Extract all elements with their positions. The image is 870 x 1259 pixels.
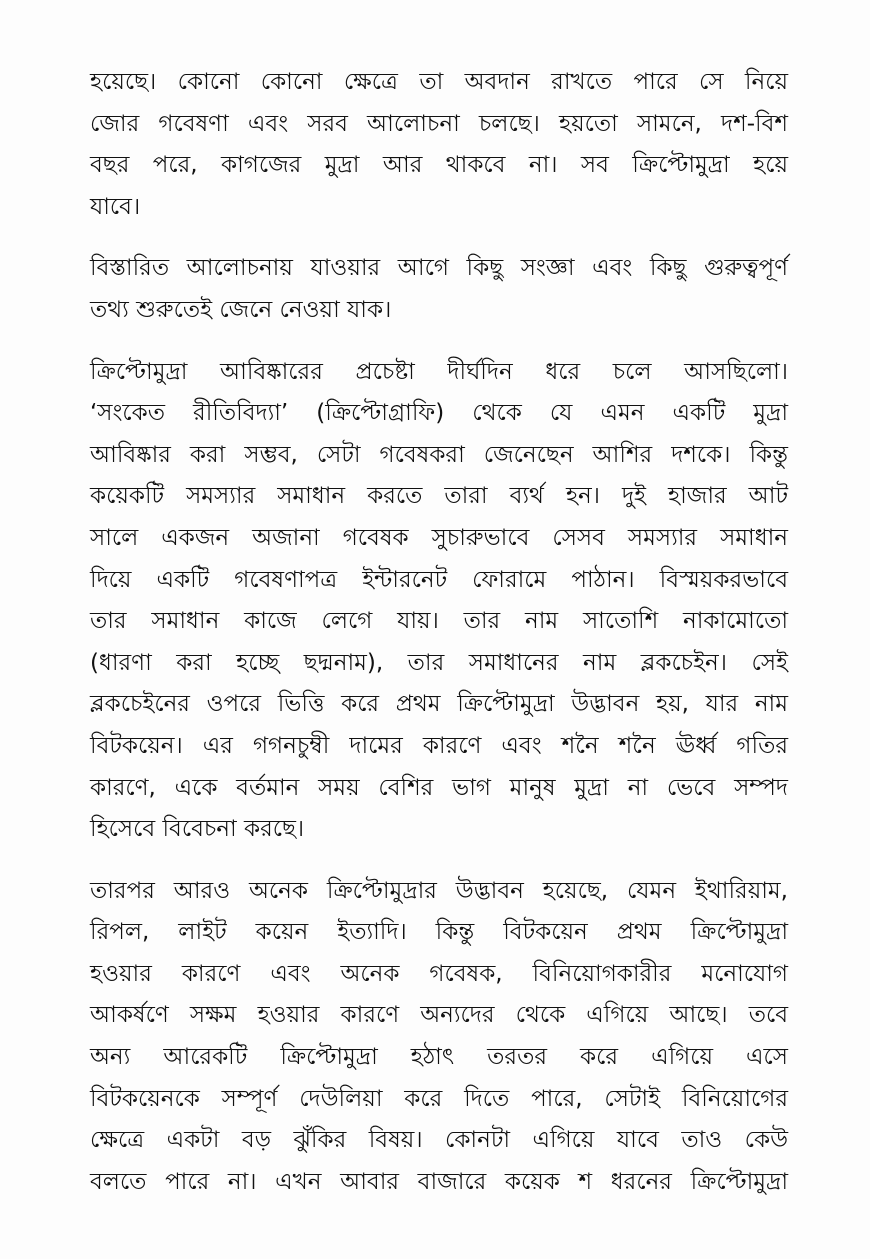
text-line: হিসেবে বিবেচনা করছে।	[90, 816, 305, 843]
text-line: হয়েছে। কোনো কোনো ক্ষেত্রে তা অবদান রাখতে পারে সে নিয়ে	[90, 69, 788, 95]
paragraph-1	[90, 62, 788, 228]
text-line: ক্রিপ্টোমুদ্রা আবিষ্কারের প্রচেষ্টা দীর্ঘদিন ধরে চলে আসছিলো।	[90, 358, 788, 385]
text-line: (ধারণা করা হচ্ছে ছদ্মনাম), তার সমাধানের নাম ব্লকচেইন। সেই	[90, 649, 788, 676]
paragraph-3	[90, 352, 788, 851]
text-line: দিয়ে একটি গবেষণাপত্র ইন্টারনেট ফোরামে পাঠান। বিস্ময়করভাবে	[90, 566, 788, 593]
text-line: জোর গবেষণা এবং সরব আলোচনা চলছে। হয়তো সামনে, দশ-বিশ	[90, 110, 788, 137]
text-line: ক্ষেত্রে একটা বড় ঝুঁকির বিষয়। কোনটা এগিয়ে যাবে তাও কেউ	[90, 1127, 788, 1154]
text-line: কারণে, একে বর্তমান সময় বেশির ভাগ মানুষ মুদ্রা না ভেবে সম্পদ	[90, 774, 788, 801]
text-line: হওয়ার কারণে এবং অনেক গবেষক, বিনিয়োগকারীর মনোযোগ	[90, 960, 788, 987]
text-line: যাবে।	[90, 193, 141, 220]
text-line: সালে একজন অজানা গবেষক সুচারুভাবে সেসব সমস্যার সমাধান	[90, 524, 788, 551]
text-line: বিটকয়েনকে সম্পূর্ণ দেউলিয়া করে দিতে পারে, সেটাই বিনিয়োগের	[90, 1085, 788, 1112]
text-line: বলতে পারে না। এখন আবার বাজারে কয়েক শ ধরনের ক্রিপ্টোমুদ্রা	[90, 1168, 788, 1195]
text-line: রিপল, লাইট কয়েন ইত্যাদি। কিন্তু বিটকয়েন প্রথম ক্রিপ্টোমুদ্রা	[90, 919, 788, 946]
text-line: বিটকয়েন। এর গগনচুম্বী দামের কারণে এবং শনৈ শনৈ ঊর্ধ্ব গতির	[90, 732, 788, 759]
paragraph-2	[90, 248, 788, 331]
text-line: অন্য আরেকটি ক্রিপ্টোমুদ্রা হঠাৎ তরতর করে এগিয়ে এসে	[90, 1044, 788, 1071]
text-line: ব্লকচেইনের ওপরে ভিত্তি করে প্রথম ক্রিপ্টোমুদ্রা উদ্ভাবন হয়, যার নাম	[90, 691, 788, 718]
text-line: বিস্তারিত আলোচনায় যাওয়ার আগে কিছু সংজ্ঞা এবং কিছু গুরুত্বপূর্ণ	[90, 255, 788, 282]
body-text	[90, 62, 788, 1223]
text-line: আবিষ্কার করা সম্ভব, সেটা গবেষকরা জেনেছেন আশির দশকে। কিন্তু	[90, 441, 788, 468]
text-line: তার সমাধান কাজে লেগে যায়। তার নাম সাতোশি নাকামোতো	[90, 608, 788, 635]
text-line: তথ্য শুরুতেই জেনে নেওয়া যাক।	[90, 296, 392, 323]
text-line: বছর পরে, কাগজের মুদ্রা আর থাকবে না। সব ক্রিপ্টোমুদ্রা হয়ে	[90, 152, 788, 179]
paragraph-4	[90, 871, 788, 1204]
text-line: ‘সংকেত রীতিবিদ্যা’ (ক্রিপ্টোগ্রাফি) থেকে যে এমন একটি মুদ্রা	[90, 400, 788, 427]
text-line: আকর্ষণে সক্ষম হওয়ার কারণে অন্যদের থেকে এগিয়ে আছে। তবে	[90, 1002, 788, 1029]
text-line: কয়েকটি সমস্যার সমাধান করতে তারা ব্যর্থ হন। দুই হাজার আট	[90, 483, 788, 510]
text-line: তারপর আরও অনেক ক্রিপ্টোমুদ্রার উদ্ভাবন হয়েছে, যেমন ইথারিয়াম,	[90, 877, 788, 904]
